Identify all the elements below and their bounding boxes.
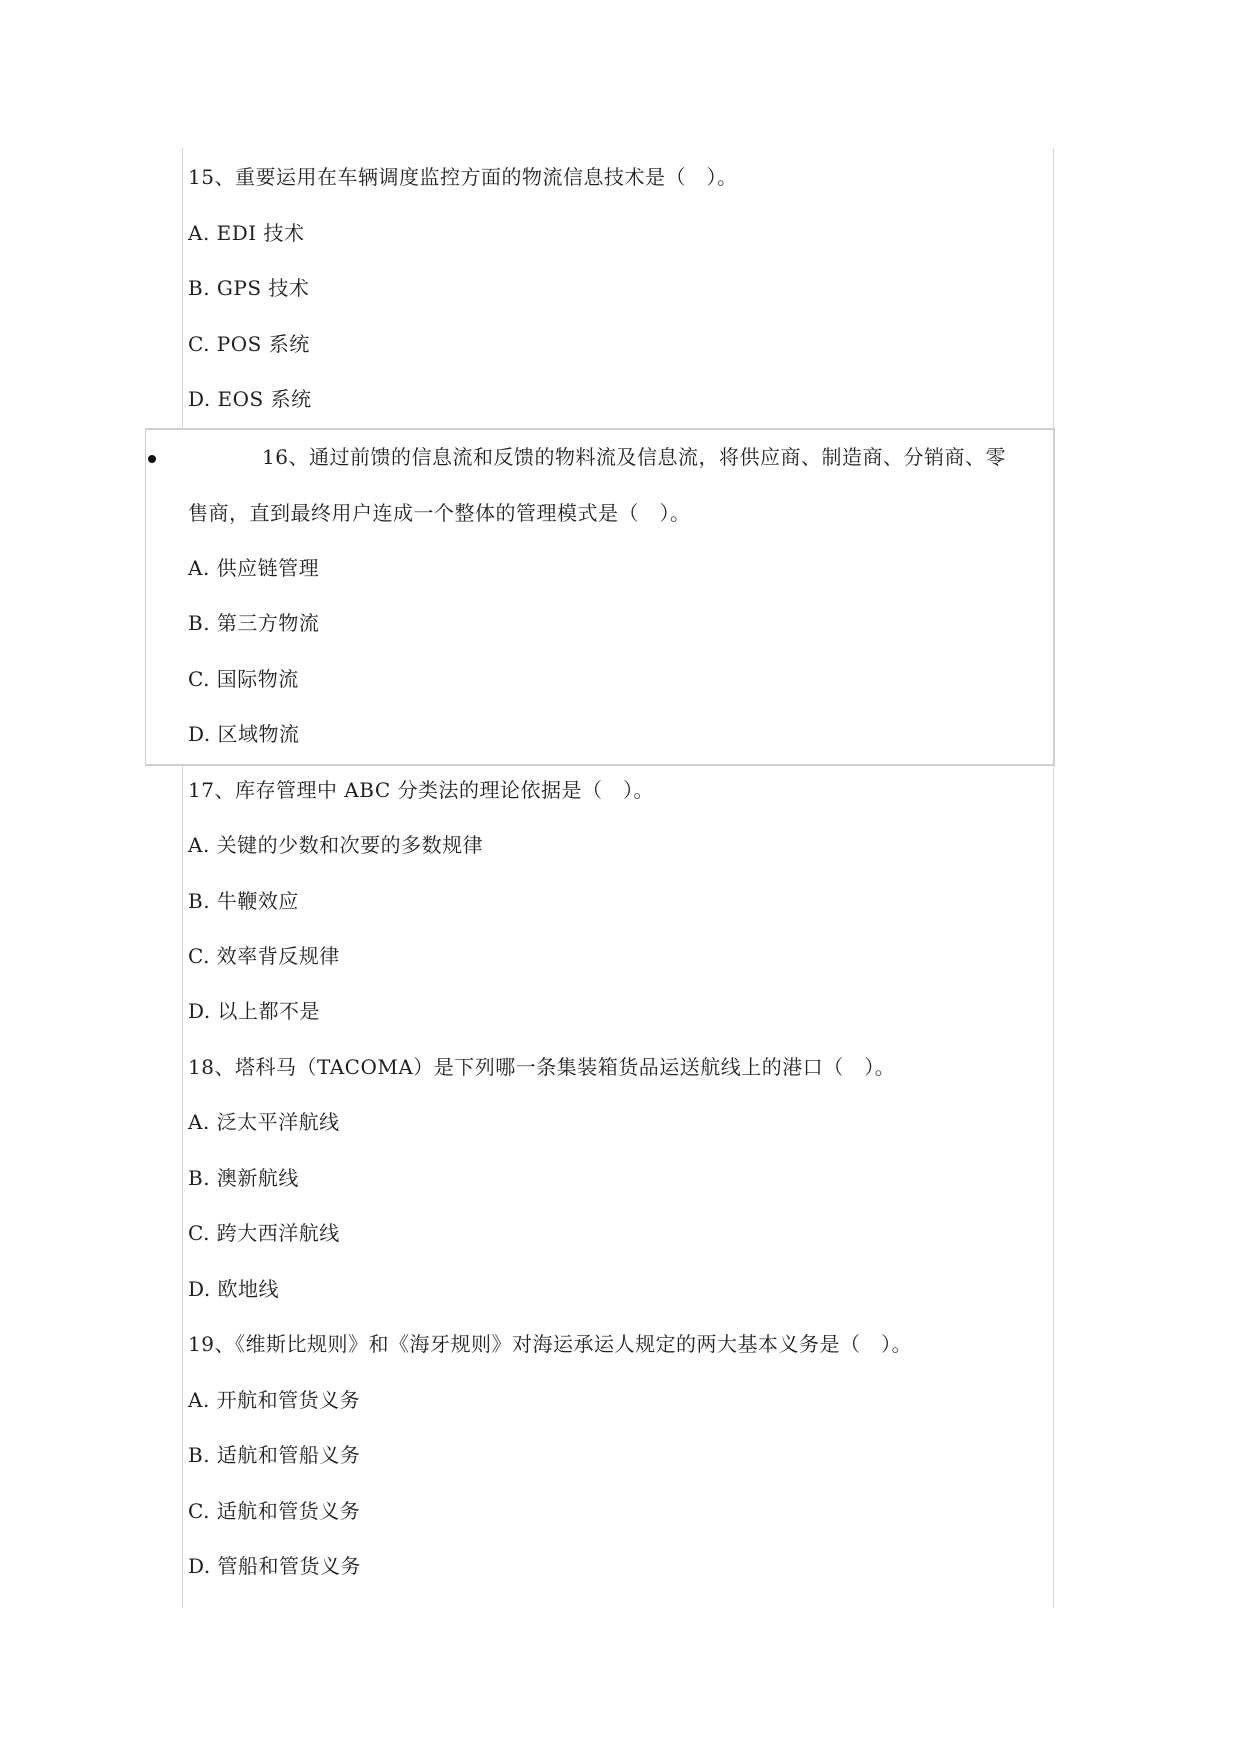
question-15-option-d: D. EOS 系统	[188, 387, 312, 411]
question-16-stem-line-1: 16、通过前馈的信息流和反馈的物料流及信息流，将供应商、制造商、分销商、零	[262, 445, 1006, 469]
question-18-option-b: B. 澳新航线	[188, 1166, 299, 1190]
question-19-option-b: B. 适航和管船义务	[188, 1443, 361, 1467]
question-18-option-c: C. 跨大西洋航线	[188, 1221, 340, 1245]
question-19-option-a: A. 开航和管货义务	[188, 1388, 361, 1412]
question-16-option-b: B. 第三方物流	[188, 611, 320, 635]
question-18-stem: 18、塔科马（TACOMA）是下列哪一条集装箱货品运送航线上的港口（ ）。	[188, 1055, 896, 1079]
question-17-option-a: A. 关键的少数和次要的多数规律	[188, 833, 484, 857]
question-18-option-d: D. 欧地线	[188, 1277, 280, 1301]
question-17-option-b: B. 牛鞭效应	[188, 889, 299, 913]
question-16-option-d: D. 区域物流	[188, 722, 300, 746]
question-17-stem: 17、库存管理中 ABC 分类法的理论依据是（ ）。	[188, 778, 654, 802]
question-19-option-d: D. 管船和管货义务	[188, 1554, 362, 1578]
question-16-highlight-box	[145, 428, 1055, 766]
question-16-option-a: A. 供应链管理	[188, 556, 320, 580]
question-15-option-c: C. POS 系统	[188, 332, 310, 356]
question-15-option-a: A. EDI 技术	[188, 221, 305, 245]
question-19-stem: 19、《维斯比规则》和《海牙规则》对海运承运人规定的两大基本义务是（ ）。	[188, 1332, 912, 1356]
question-17-option-c: C. 效率背反规律	[188, 944, 340, 968]
question-17-option-d: D. 以上都不是	[188, 999, 321, 1023]
question-19-option-c: C. 适航和管货义务	[188, 1499, 361, 1523]
question-16-stem-line-2: 售商，直到最终用户连成一个整体的管理模式是（ ）。	[188, 501, 691, 525]
question-15-stem: 15、重要运用在车辆调度监控方面的物流信息技术是（ ）。	[188, 165, 738, 189]
question-18-option-a: A. 泛太平洋航线	[188, 1110, 340, 1134]
question-15-option-b: B. GPS 技术	[188, 276, 310, 300]
bullet-icon	[148, 455, 156, 463]
question-16-option-c: C. 国际物流	[188, 667, 299, 691]
